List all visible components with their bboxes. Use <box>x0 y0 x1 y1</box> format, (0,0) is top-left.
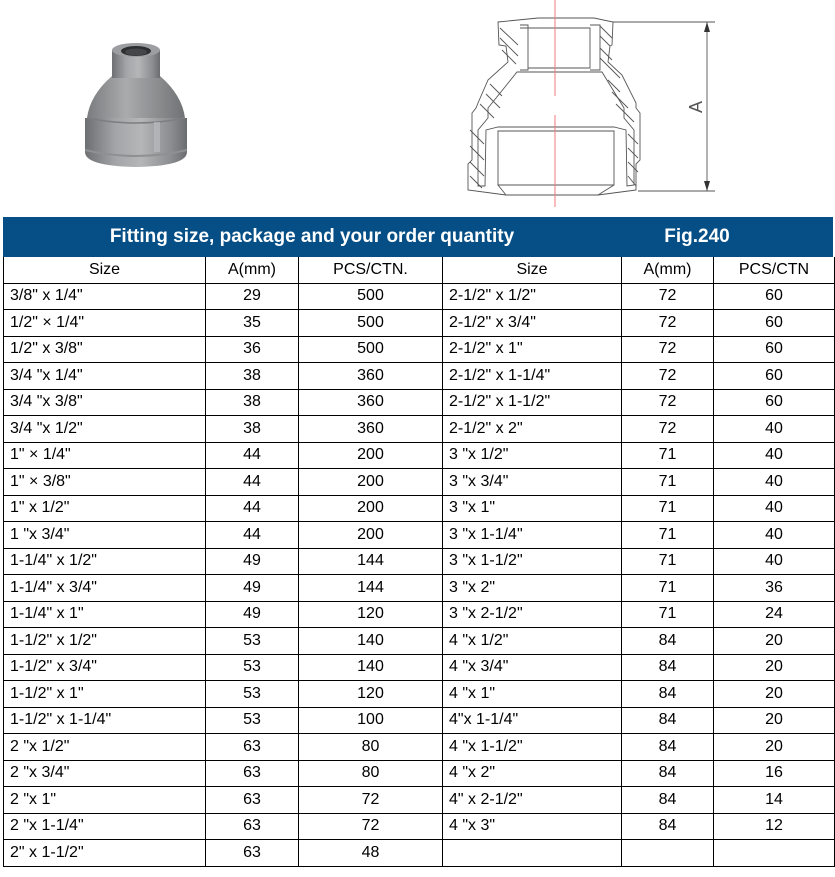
left-pcs-ctn-cell: 72 <box>299 813 443 840</box>
left-pcs-ctn-cell: 72 <box>299 787 443 814</box>
left-size-cell: 1/2" x 3/8" <box>4 336 206 363</box>
table-row <box>4 681 835 708</box>
left-a-mm-cell: 44 <box>206 495 299 522</box>
right-pcs-ctn-cell: 40 <box>714 469 835 496</box>
right-pcs-ctn-cell: 20 <box>714 628 835 655</box>
left-size-cell: 1-1/2" x 1-1/4" <box>4 707 206 734</box>
right-size-cell: 4 "x 1/2" <box>443 628 622 655</box>
right-size-cell: 4" x 2-1/2" <box>443 787 622 814</box>
left-size-cell: 2 "x 3/4" <box>4 760 206 787</box>
right-size-cell: 3 "x 1-1/2" <box>443 548 622 575</box>
dimension-a-label: A <box>686 100 706 114</box>
left-a-mm-cell: 53 <box>206 628 299 655</box>
left-a-mm-cell: 63 <box>206 760 299 787</box>
left-size-cell: 1-1/2" x 3/4" <box>4 654 206 681</box>
right-size-cell: 2-1/2" x 3/4" <box>443 310 622 337</box>
header-size-right: Size <box>443 257 622 283</box>
right-pcs-ctn-cell: 20 <box>714 707 835 734</box>
table-row <box>4 389 835 416</box>
product-images-area <box>0 0 835 217</box>
right-a-mm-cell: 84 <box>622 734 714 761</box>
left-pcs-ctn-cell: 500 <box>299 336 443 363</box>
left-size-cell: 1/2" × 1/4" <box>4 310 206 337</box>
table-title-banner <box>3 217 833 257</box>
left-size-cell: 1" × 1/4" <box>4 442 206 469</box>
right-pcs-ctn-cell: 40 <box>714 416 835 443</box>
table-title: Fitting size, package and your order quantity <box>109 226 515 247</box>
left-a-mm-cell: 53 <box>206 681 299 708</box>
header-pcs-ctn-right: PCS/CTN <box>714 257 835 283</box>
right-pcs-ctn-cell: 20 <box>714 681 835 708</box>
right-a-mm-cell: 72 <box>622 363 714 390</box>
table-row <box>4 787 835 814</box>
table-row <box>4 522 835 549</box>
left-pcs-ctn-cell: 360 <box>299 416 443 443</box>
right-size-cell: 4 "x 1" <box>443 681 622 708</box>
right-a-mm-cell: 84 <box>622 760 714 787</box>
right-pcs-ctn-cell: 40 <box>714 495 835 522</box>
right-pcs-ctn-cell: 12 <box>714 813 835 840</box>
right-a-mm-cell: 71 <box>622 495 714 522</box>
left-size-cell: 1-1/2" x 1/2" <box>4 628 206 655</box>
left-pcs-ctn-cell: 140 <box>299 628 443 655</box>
right-a-mm-cell: 72 <box>622 310 714 337</box>
left-a-mm-cell: 29 <box>206 283 299 310</box>
right-a-mm-cell: 84 <box>622 628 714 655</box>
right-pcs-ctn-cell: 36 <box>714 575 835 602</box>
table-row <box>4 601 835 628</box>
left-pcs-ctn-cell: 80 <box>299 760 443 787</box>
right-a-mm-cell: 84 <box>622 813 714 840</box>
header-a-mm-left: A(mm) <box>206 257 299 283</box>
right-size-cell: 3 "x 1/2" <box>443 442 622 469</box>
left-pcs-ctn-cell: 100 <box>299 707 443 734</box>
left-size-cell: 1-1/2" x 1" <box>4 681 206 708</box>
right-pcs-ctn-cell: 60 <box>714 389 835 416</box>
left-a-mm-cell: 53 <box>206 707 299 734</box>
right-pcs-ctn-cell: 60 <box>714 310 835 337</box>
right-a-mm-cell: 71 <box>622 522 714 549</box>
left-size-cell: 2" x 1-1/2" <box>4 840 206 867</box>
left-size-cell: 1" x 1/2" <box>4 495 206 522</box>
left-size-cell: 1-1/4" x 1" <box>4 601 206 628</box>
left-pcs-ctn-cell: 80 <box>299 734 443 761</box>
right-pcs-ctn-cell: 40 <box>714 442 835 469</box>
left-pcs-ctn-cell: 200 <box>299 495 443 522</box>
table-row <box>4 840 835 867</box>
left-a-mm-cell: 44 <box>206 469 299 496</box>
table-row <box>4 469 835 496</box>
right-a-mm-cell: 84 <box>622 681 714 708</box>
table-row <box>4 707 835 734</box>
left-a-mm-cell: 38 <box>206 389 299 416</box>
left-pcs-ctn-cell: 360 <box>299 363 443 390</box>
left-pcs-ctn-cell: 120 <box>299 601 443 628</box>
right-size-cell: 3 "x 2-1/2" <box>443 601 622 628</box>
table-row <box>4 628 835 655</box>
left-pcs-ctn-cell: 140 <box>299 654 443 681</box>
left-pcs-ctn-cell: 200 <box>299 442 443 469</box>
left-a-mm-cell: 36 <box>206 336 299 363</box>
left-a-mm-cell: 49 <box>206 601 299 628</box>
left-size-cell: 2 "x 1" <box>4 787 206 814</box>
right-size-cell: 2-1/2" x 1/2" <box>443 283 622 310</box>
header-a-mm-right: A(mm) <box>622 257 714 283</box>
figure-number-label: Fig.240 <box>664 226 730 247</box>
right-pcs-ctn-cell: 16 <box>714 760 835 787</box>
right-a-mm-cell: 84 <box>622 654 714 681</box>
left-a-mm-cell: 63 <box>206 734 299 761</box>
left-a-mm-cell: 44 <box>206 442 299 469</box>
left-pcs-ctn-cell: 120 <box>299 681 443 708</box>
right-pcs-ctn-cell: 40 <box>714 548 835 575</box>
left-a-mm-cell: 49 <box>206 575 299 602</box>
right-size-cell: 4 "x 3/4" <box>443 654 622 681</box>
left-size-cell: 3/8" x 1/4" <box>4 283 206 310</box>
left-size-cell: 2 "x 1-1/4" <box>4 813 206 840</box>
left-size-cell: 1-1/4" x 1/2" <box>4 548 206 575</box>
table-row <box>4 575 835 602</box>
right-size-cell: 3 "x 1-1/4" <box>443 522 622 549</box>
right-a-mm-cell: 84 <box>622 787 714 814</box>
table-row <box>4 654 835 681</box>
table-row <box>4 760 835 787</box>
table-row <box>4 283 835 310</box>
right-size-cell: 4 "x 2" <box>443 760 622 787</box>
header-size-left: Size <box>4 257 206 283</box>
right-a-mm-cell: 72 <box>622 416 714 443</box>
left-a-mm-cell: 38 <box>206 363 299 390</box>
size-spec-table <box>3 257 835 867</box>
section-drawing <box>440 0 760 212</box>
table-row <box>4 336 835 363</box>
left-a-mm-cell: 63 <box>206 840 299 867</box>
left-pcs-ctn-cell: 144 <box>299 548 443 575</box>
table-row <box>4 813 835 840</box>
left-pcs-ctn-cell: 200 <box>299 522 443 549</box>
right-pcs-ctn-cell: 20 <box>714 654 835 681</box>
right-a-mm-cell <box>622 840 714 867</box>
left-pcs-ctn-cell: 144 <box>299 575 443 602</box>
right-size-cell: 2-1/2" x 2" <box>443 416 622 443</box>
table-row <box>4 734 835 761</box>
right-pcs-ctn-cell: 60 <box>714 283 835 310</box>
left-size-cell: 1-1/4" x 3/4" <box>4 575 206 602</box>
left-size-cell: 3/4 "x 1/4" <box>4 363 206 390</box>
right-size-cell: 3 "x 3/4" <box>443 469 622 496</box>
right-pcs-ctn-cell: 14 <box>714 787 835 814</box>
right-a-mm-cell: 72 <box>622 336 714 363</box>
left-size-cell: 1 "x 3/4" <box>4 522 206 549</box>
left-a-mm-cell: 44 <box>206 522 299 549</box>
right-a-mm-cell: 71 <box>622 601 714 628</box>
left-pcs-ctn-cell: 360 <box>299 389 443 416</box>
right-size-cell: 3 "x 1" <box>443 495 622 522</box>
table-row <box>4 416 835 443</box>
left-pcs-ctn-cell: 200 <box>299 469 443 496</box>
table-row <box>4 442 835 469</box>
right-size-cell: 3 "x 2" <box>443 575 622 602</box>
right-size-cell: 4"x 1-1/4" <box>443 707 622 734</box>
left-a-mm-cell: 63 <box>206 813 299 840</box>
right-a-mm-cell: 71 <box>622 469 714 496</box>
right-pcs-ctn-cell: 40 <box>714 522 835 549</box>
product-photo <box>76 40 196 170</box>
table-row <box>4 495 835 522</box>
right-a-mm-cell: 71 <box>622 575 714 602</box>
right-pcs-ctn-cell: 20 <box>714 734 835 761</box>
right-a-mm-cell: 71 <box>622 548 714 575</box>
left-pcs-ctn-cell: 500 <box>299 283 443 310</box>
right-size-cell: 2-1/2" x 1" <box>443 336 622 363</box>
table-header-row <box>4 257 835 283</box>
table-row <box>4 310 835 337</box>
left-a-mm-cell: 49 <box>206 548 299 575</box>
left-pcs-ctn-cell: 48 <box>299 840 443 867</box>
right-a-mm-cell: 84 <box>622 707 714 734</box>
left-size-cell: 3/4 "x 3/8" <box>4 389 206 416</box>
left-pcs-ctn-cell: 500 <box>299 310 443 337</box>
right-a-mm-cell: 71 <box>622 442 714 469</box>
table-row <box>4 548 835 575</box>
right-size-cell: 2-1/2" x 1-1/2" <box>443 389 622 416</box>
figure-number <box>621 217 833 257</box>
right-size-cell: 2-1/2" x 1-1/4" <box>443 363 622 390</box>
right-pcs-ctn-cell <box>714 840 835 867</box>
right-size-cell <box>443 840 622 867</box>
header-pcs-ctn-left: PCS/CTN. <box>299 257 443 283</box>
left-a-mm-cell: 35 <box>206 310 299 337</box>
right-size-cell: 4 "x 1-1/2" <box>443 734 622 761</box>
left-a-mm-cell: 53 <box>206 654 299 681</box>
right-a-mm-cell: 72 <box>622 283 714 310</box>
left-a-mm-cell: 38 <box>206 416 299 443</box>
right-a-mm-cell: 72 <box>622 389 714 416</box>
table-body <box>4 283 835 866</box>
right-pcs-ctn-cell: 60 <box>714 336 835 363</box>
left-a-mm-cell: 63 <box>206 787 299 814</box>
right-pcs-ctn-cell: 24 <box>714 601 835 628</box>
right-pcs-ctn-cell: 60 <box>714 363 835 390</box>
right-size-cell: 4 "x 3" <box>443 813 622 840</box>
left-size-cell: 1" × 3/8" <box>4 469 206 496</box>
left-size-cell: 3/4 "x 1/2" <box>4 416 206 443</box>
table-row <box>4 363 835 390</box>
left-size-cell: 2 "x 1/2" <box>4 734 206 761</box>
